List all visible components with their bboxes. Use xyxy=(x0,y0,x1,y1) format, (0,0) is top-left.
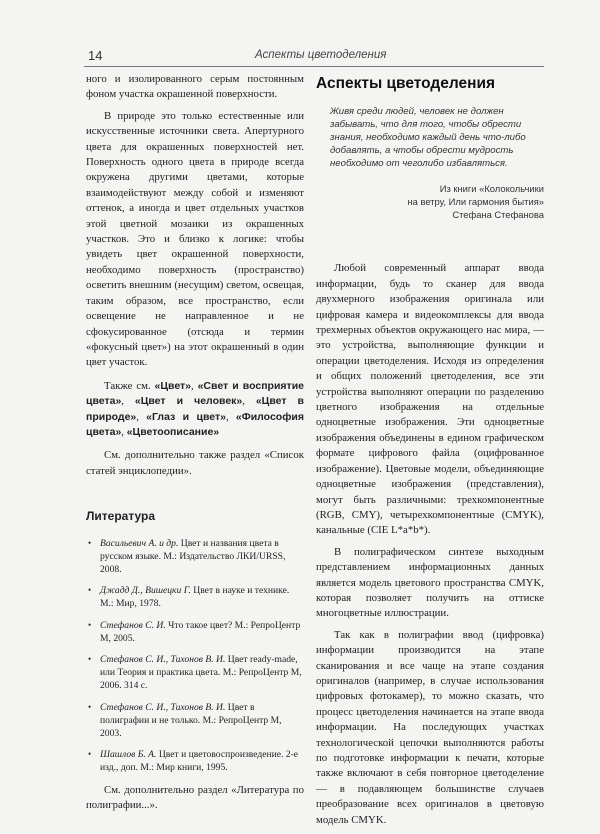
literature-text: Что такое цвет? М.: РепроЦентр М, 2005. xyxy=(100,619,301,644)
left-paragraph-5: См. дополнительно раздел «Литература по полиграфии...». xyxy=(86,783,304,812)
link-eye-color[interactable]: «Глаз и цвет» xyxy=(146,410,226,423)
left-paragraph-1: ного и изолированного серым постоянным фоном участка окрашенной поверхности. xyxy=(86,73,304,101)
left-paragraph-4: См. дополнительно также раздел «Список статей энциклопедии». xyxy=(86,449,304,477)
literature-text: Цвет и названия цвета в русском языке. М.: Издательство ЛКИ/URSS, 2008. xyxy=(100,537,286,575)
epigraph: Живя среди людей, человек не должен забывать, что для того, чтобы обрести знания, необходимо каждый день что-либо добавлять, а чтобы обрести мудрость необходимо от чеголибо избавляться. xyxy=(330,106,526,170)
literature-item: • Джадд Д., Вишецки Г. Цвет в науке и технике. М.: Мир, 1978. xyxy=(88,585,290,610)
link-color-nature[interactable]: «Цвет в природе» xyxy=(86,395,305,423)
epigraph-source-line: на ветру, Или гармония бытия» xyxy=(407,196,544,208)
link-philosophy-color[interactable]: «Философия цвета» xyxy=(86,410,304,438)
see-also-label: Также см. xyxy=(104,379,155,392)
right-body xyxy=(316,261,544,828)
link-color-description[interactable]: «Цветоописание» xyxy=(126,425,220,438)
link-color[interactable]: «Цвет» xyxy=(154,379,192,392)
page-number: 14 xyxy=(88,48,103,63)
literature-text: Цвет ready-made, или Теория и практика цвета. М.: РепроЦентр М, 2006. 314 с. xyxy=(100,653,302,692)
literature-author: Стефанов С. И., Тихонов В. И. xyxy=(100,701,226,713)
literature-item: • Васильевич А. и др. Цвет и названия цвета в русском языке. М.: Издательство ЛКИ/URSS, 2008. xyxy=(88,537,286,575)
literature-item: • Шашлов Б. А. Цвет и цветовоспроизведение. 2-е изд., доп. М.: Мир книги, 1995. xyxy=(88,749,299,774)
literature-item: • Стефанов С. И., Тихонов В. И. Цвет в полиграфии и не только. М.: РепроЦентр М, 2003. xyxy=(88,701,282,739)
literature-author: Шашлов Б. А. xyxy=(100,749,157,761)
page-header xyxy=(0,0,600,70)
literature-text: Цвет в науке и технике. М.: Мир, 1978. xyxy=(100,585,290,610)
header-rule xyxy=(84,66,544,67)
literature-list xyxy=(86,537,304,775)
literature-author: Стефанов С. И. xyxy=(100,619,166,631)
literature-text: Цвет в полиграфии и не только. М.: РепроЦентр М, 2003. xyxy=(100,701,282,739)
literature-item: • Стефанов С. И. Что такое цвет? М.: РепроЦентр М, 2005. xyxy=(88,619,301,644)
right-paragraph-3: Так как в полиграфии ввод (цифровка) информации производится на этапе сканирования и все чаще на этапе создания оригиналов (например, в случае использования цифровых фотокамер), то можно сказать, что процесс цветоделения начинается на этапе ввода информации. На последующих участках технологической цепочки выполняются работы по подготовке информации к печати, которые также включают в себя повторное цветоделение — в подавляющем большинстве случаев преобразование всех оригиналов в цветовую модель CMYK. xyxy=(316,628,544,826)
left-paragraph-2: В природе это только естественные или искусственные источники света. Апертурного цвета для окрашенных поверхностей нет. Поверхность одного цвета в природе всегда окружена другими цветами, которые взаимодействуют между собой и изменяют оттенок, а иногда и цвет отдельных участков этой цветной мозаики из окрашенных участков. Это и близко к логике: чтобы увидеть цвет окрашенной поверхности, необходимо поверхность (пространство) осветить внешним (несущим) светом, освещая, таким образом, все пространство, если освещение не направленное и не сфокусированное (отсюда и термин «фокусный цвет») на этот окрашенный в один цвет участок. xyxy=(86,109,304,369)
running-title: Аспекты цветоделения xyxy=(255,49,387,61)
left-column xyxy=(86,72,304,813)
literature-heading: Литература xyxy=(86,509,156,524)
see-also-paragraph: Также см. «Цвет», «Свет и восприятие цвета», «Цвет и человек», «Цвет в природе», «Глаз и цвет», «Философия цвета», «Цветоописание» xyxy=(86,379,305,438)
epigraph-source-line: Из книги «Колокольчики xyxy=(439,183,544,195)
literature-author: Васильевич А. и др. xyxy=(100,537,179,549)
right-paragraph-2: В полиграфическом синтезе выходным представлением информационных данных является модель цветового пространства CMYK, которая позволяет получить на оттиске многоцветные иллюстрации. xyxy=(316,545,544,620)
right-paragraph-1: Любой современный аппарат ввода информации, будь то сканер для ввода двухмерного изображения оригинала или цифровая камера и видеокомплексы для ввода трехмерных объектов окружающего нас мира, — это устройства, выполняющие функции и операции цветоделения. Исходя из определения и общих положений цветоделения, все эти устройства выполняют операции по разделению цветного изображения на отдельные одноцветные изображения. Эти одноцветные изображения объединены в едином графическом формате цифрового файла (оцифрованное изображение). Цветовые модели, объединяющие одноцветные изображения (представления), могут быть различными: трехкомпонентные (RGB, CMY), четырехкомпонентные (CMYK), канальные (CIE L*a*b*). xyxy=(316,262,544,537)
right-column xyxy=(316,72,544,834)
epigraph-source xyxy=(316,182,544,221)
literature-text: Цвет и цветовоспроизведение. 2-е изд., доп. М.: Мир книги, 1995. xyxy=(100,749,299,774)
link-color-human[interactable]: «Цвет и человек» xyxy=(134,395,243,408)
section-title: Аспекты цветоделения xyxy=(316,75,496,92)
link-light-perception[interactable]: «Свет и восприятие цвета» xyxy=(86,379,304,408)
epigraph-source-line: Стефана Стефанова xyxy=(452,209,544,221)
literature-author: Стефанов С. И., Тихонов В. И. xyxy=(100,653,226,665)
literature-item: • Стефанов С. И., Тихонов В. И. Цвет ready-made, или Теория и практика цвета. М.: РепроЦентр М, 2006. 314 с. xyxy=(88,653,302,692)
literature-author: Джадд Д., Вишецки Г. xyxy=(100,585,191,597)
